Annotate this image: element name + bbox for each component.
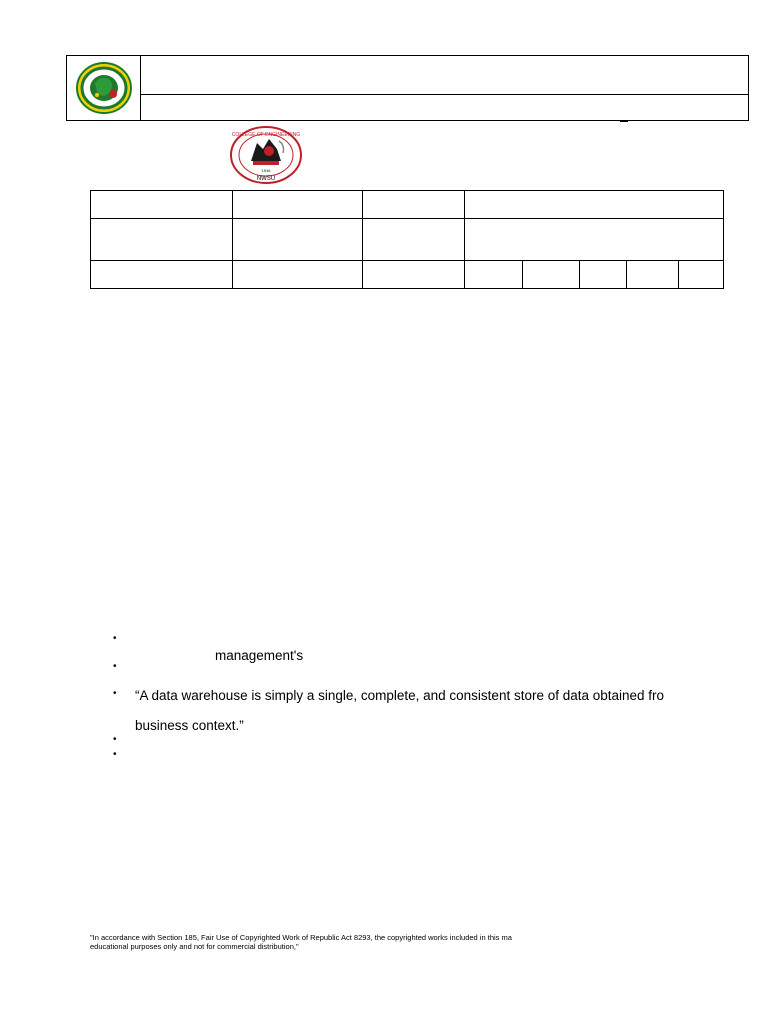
coe-seal-arc-text: COLLEGE OF ENGINEERING — [231, 132, 301, 138]
bullet-marker: • — [113, 661, 117, 672]
coe-seal-year: 1916 — [261, 168, 271, 173]
footer-line-1: "In accordance with Section 185, Fair Use of Copyrighted Work of Republic Act 8293, the copyrighted works included in this ma — [90, 933, 512, 942]
bullet-marker: • — [113, 734, 117, 745]
bullet-marker: • — [113, 749, 117, 760]
bullet-text-quote-line2: business context.” — [135, 718, 244, 733]
bullet-marker: • — [113, 688, 117, 699]
copyright-footer-note — [90, 933, 730, 951]
bullet-marker: • — [113, 633, 117, 644]
footer-line-2: educational purposes only and not for commercial distribution," — [90, 942, 299, 951]
coe-seal-bottom-text: NWSU — [256, 176, 276, 182]
bullet-text-quote-line1: “A data warehouse is simply a single, complete, and consistent store of data obtained fro — [135, 688, 665, 703]
bullet-text-management: management's — [215, 648, 304, 663]
